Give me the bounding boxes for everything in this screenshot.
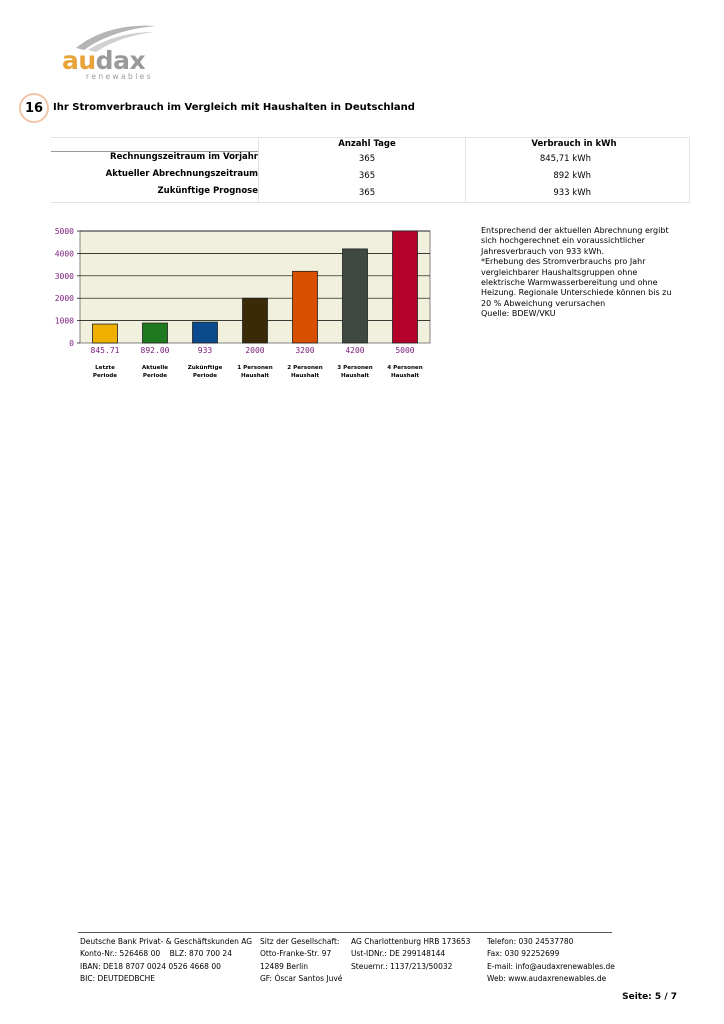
company-logo [58, 22, 158, 84]
bar-value-label: 845.71 [90, 346, 120, 355]
table-column-line [465, 137, 466, 203]
bar [243, 298, 268, 343]
table-top-line [51, 137, 690, 138]
footer-line: Deutsche Bank Privat- & Geschäftskunden AG [80, 937, 253, 946]
row-label: Aktueller Abrechnungszeitraum [105, 169, 258, 179]
bar [143, 323, 168, 343]
footer-divider [78, 932, 612, 933]
footer-line: E-mail: info@audaxrenewables.de [487, 961, 615, 971]
bar-value-label: 2000 [245, 346, 265, 355]
y-tick-label: 5000 [54, 227, 74, 236]
table-bottom-line [51, 202, 690, 203]
row-label: Zukünftige Prognose [157, 186, 258, 196]
y-tick-label: 4000 [54, 249, 74, 259]
bar-value-label: 892.00 [140, 346, 170, 355]
category-label: 2 Personen [287, 365, 323, 371]
category-label: 1 Personen [237, 365, 273, 371]
footer-seat [260, 936, 342, 985]
row-days: 365 [358, 188, 376, 198]
bar [193, 322, 218, 343]
row-kwh: 933 kWh [553, 188, 591, 198]
row-kwh: 892 kWh [553, 171, 591, 181]
chart-description [481, 226, 681, 320]
bar [393, 231, 418, 343]
description-note: *Erhebung des Stromverbrauchs pro Jahr vergleichbarer Haushaltsgruppen ohne elektrische Warmwasserbereitung und ohne Heizung. Regionale Unterschiede können bis zu 20 % Abweichung verursachen [481, 257, 672, 308]
header-days: Anzahl Tage [338, 139, 396, 149]
bar-value-label: 4200 [345, 346, 365, 355]
category-label: Haushalt [390, 373, 420, 379]
consumption-table [51, 137, 690, 203]
bar [93, 324, 118, 343]
footer-line: AG Charlottenburg HRB 173653 [351, 937, 471, 946]
section-number-badge: 16 [19, 93, 49, 123]
bar [293, 271, 318, 343]
footer-bank [80, 936, 252, 985]
category-label: 3 Personen [337, 365, 373, 371]
category-label: Haushalt [340, 373, 370, 379]
footer-register [351, 936, 470, 973]
footer-line: 12489 Berlin [260, 961, 309, 971]
category-label: Aktuelle [141, 365, 169, 371]
description-source: Quelle: BDEW/VKU [481, 309, 556, 319]
section-title: Ihr Stromverbrauch im Vergleich mit Haushalten in Deutschland [53, 102, 415, 113]
footer-contact [487, 936, 615, 985]
footer-line: Fax: 030 92252699 [487, 949, 560, 959]
logo-subtitle: renewables [86, 72, 153, 81]
category-label: Haushalt [290, 373, 320, 379]
category-label: 4 Personen [387, 365, 423, 371]
row-label: Rechnungszeitraum im Vorjahr [110, 152, 258, 162]
y-tick-label: 3000 [54, 271, 74, 281]
table-column-line [258, 137, 259, 203]
description-forecast: Entsprechend der aktuellen Abrechnung ergibt sich hochgerechnet ein voraussichtlicher Jahresverbrauch von 933 kWh. [481, 226, 669, 256]
page-number: Seite: 5 / 7 [622, 992, 677, 1002]
row-days: 365 [358, 171, 376, 181]
footer-line: Web: www.audaxrenewables.de [487, 973, 607, 983]
category-label: Periode [192, 373, 218, 379]
footer-line: GF: Óscar Santos Juvé [260, 973, 343, 983]
bar-value-label: 5000 [395, 346, 415, 355]
row-kwh: 845,71 kWh [539, 154, 591, 164]
footer-line: Otto-Franke-Str. 97 [260, 949, 332, 959]
row-days: 365 [358, 154, 376, 164]
footer-line: Sitz der Gesellschaft: [260, 937, 340, 946]
category-label: Periode [92, 373, 118, 379]
footer-line: Ust-IDNr.: DE 299148144 [351, 949, 446, 959]
bar-value-label: 933 [197, 346, 213, 355]
category-label: Zukünftige [187, 365, 223, 371]
y-tick-label: 0 [69, 339, 74, 348]
chart-svg [50, 224, 440, 384]
footer-line: Steuernr.: 1137/213/50032 [351, 961, 453, 971]
category-label: Haushalt [240, 373, 270, 379]
bar [343, 249, 368, 343]
logo-wordmark: audax [62, 46, 146, 75]
table-column-line [689, 137, 690, 203]
header-kwh: Verbrauch in kWh [531, 139, 617, 149]
footer-line: BIC: DEUTDEDBCHE [80, 973, 156, 983]
consumption-bar-chart [50, 224, 440, 384]
y-tick-label: 1000 [54, 316, 74, 326]
footer-line: Telefon: 030 24537780 [487, 937, 574, 946]
y-tick-label: 2000 [54, 294, 74, 304]
category-label: Periode [142, 373, 168, 379]
category-label: Letzte [95, 365, 115, 371]
bar-value-label: 3200 [295, 346, 315, 355]
footer-line: Konto-Nr.: 526468 00 BLZ: 870 700 24 [80, 949, 232, 959]
footer-line: IBAN: DE18 8707 0024 0526 4668 00 [80, 961, 221, 971]
